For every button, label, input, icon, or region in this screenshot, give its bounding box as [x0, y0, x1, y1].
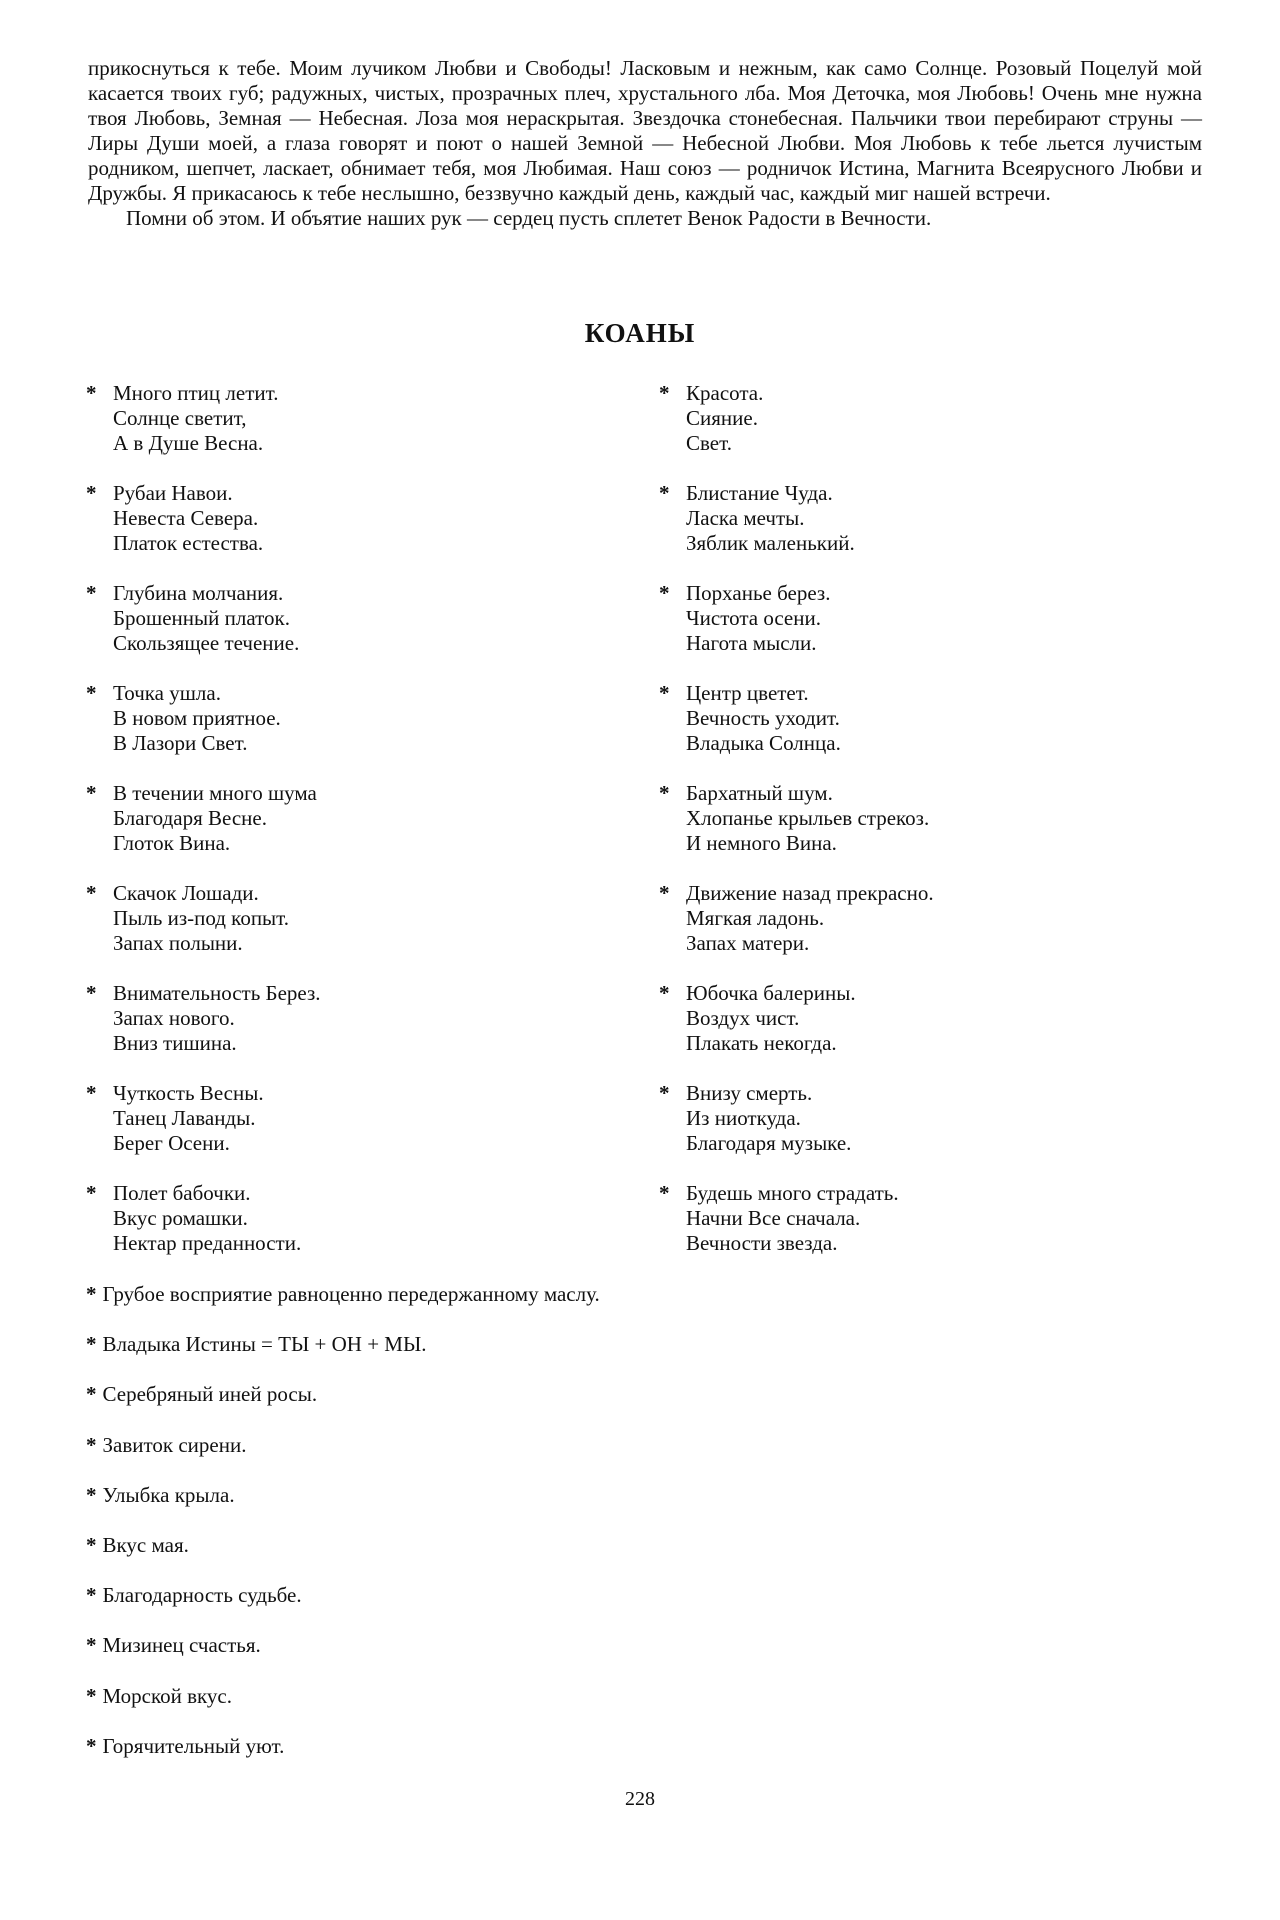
single-koan: [86, 1633, 1186, 1683]
bullet-asterisk: *: [86, 881, 97, 905]
koan-line: Чистота осени.: [686, 606, 821, 630]
single-koan-text: Вкус мая.: [102, 1532, 189, 1557]
single-koan: [86, 1734, 1186, 1784]
bullet-asterisk: *: [659, 1081, 670, 1105]
koan-entry: [659, 681, 1219, 781]
single-koan-text: Серебряный иней росы.: [102, 1382, 318, 1407]
single-koan-text: Улыбка крыла.: [102, 1482, 235, 1507]
koan-entry: [659, 981, 1219, 1081]
bullet-asterisk: *: [86, 781, 97, 805]
bullet-asterisk: *: [86, 1282, 97, 1306]
koan-line: Много птиц летит.: [113, 381, 279, 405]
bullet-asterisk: *: [86, 1633, 97, 1658]
bullet-asterisk: *: [659, 481, 670, 505]
bullet-asterisk: *: [86, 581, 97, 605]
bullet-asterisk: *: [659, 881, 670, 905]
koan-entry: [86, 1081, 646, 1181]
bullet-asterisk: *: [86, 1382, 97, 1407]
section-heading: КОАНЫ: [584, 318, 696, 348]
page-number: 228: [625, 1788, 655, 1810]
koan-line: Начни Все сначала.: [686, 1206, 861, 1230]
koan-line: В новом приятное.: [113, 706, 281, 730]
koan-entry: [659, 1081, 1219, 1181]
koan-line: Владыка Солнца.: [686, 731, 841, 755]
single-koan-text: Горячительный уют.: [102, 1733, 285, 1758]
koan-line: Вниз тишина.: [113, 1031, 237, 1055]
single-koan-text: Мизинец счастья.: [102, 1633, 261, 1658]
koan-entry: [86, 381, 646, 481]
single-koan-text: Благодарность судьбе.: [102, 1583, 302, 1608]
single-koan: [86, 1483, 1186, 1533]
bullet-asterisk: *: [86, 1733, 97, 1758]
koan-column-right: [659, 381, 1219, 1281]
bullet-asterisk: *: [659, 581, 670, 605]
koan-line: Танец Лаванды.: [113, 1106, 256, 1130]
koan-line: Зяблик маленький.: [686, 531, 855, 555]
koan-line: Платок естества.: [113, 531, 264, 555]
koan-column-left: [86, 381, 646, 1281]
koan-line: Центр цветет.: [686, 681, 809, 705]
koan-line: Чуткость Весны.: [113, 1081, 264, 1105]
bullet-asterisk: *: [86, 481, 97, 505]
koan-line: Скачок Лошади.: [113, 881, 259, 905]
koan-line: Запах полыни.: [113, 931, 243, 955]
koan-line: Воздух чист.: [686, 1006, 800, 1030]
bullet-asterisk: *: [659, 1181, 670, 1205]
koan-entry: [659, 1181, 1219, 1281]
koan-line: Благодаря музыке.: [686, 1131, 852, 1155]
single-koan: [86, 1282, 1186, 1332]
koan-line: Брошенный платок.: [113, 606, 290, 630]
single-koan: [86, 1583, 1186, 1633]
koan-line: Вечности звезда.: [686, 1231, 838, 1255]
bullet-asterisk: *: [86, 381, 97, 405]
koan-line: Нектар преданности.: [113, 1231, 302, 1255]
koan-line: Внизу смерть.: [686, 1081, 813, 1105]
bullet-asterisk: *: [86, 1432, 97, 1457]
single-koan-list: [86, 1282, 1186, 1784]
bullet-asterisk: *: [86, 1081, 97, 1105]
prose-paragraph: прикоснуться к тебе. Моим лучиком Любви и Свободы! Ласковым и нежным, как само Солнце. Розовый Поцелуй мой касается твоих губ; радужных, чистых, прозрачных плеч, хрустального лба. Моя Деточка, моя Любовь! Очень мне нужна твоя Любовь, Земная — Небесная. Лоза моя нераскрытая. Звездочка стонебесная. Пальчики твои перебирают струны — Лиры Души моей, а глаза говорят и поют о нашей Земной — Небесной Любви. Моя Любовь к тебе льется лучистым родником, шепчет, ласкает, обнимает тебя, моя Любимая. Наш союз — родничок Истина, Магнита Всеярусного Любви и Дружбы. Я прикасаюсь к тебе неслышно, беззвучно каждый день, каждый час, каждый миг нашей встречи.: [88, 56, 1202, 205]
koan-line: Сияние.: [686, 406, 758, 430]
single-koan: [86, 1684, 1186, 1734]
koan-line: А в Душе Весна.: [113, 431, 264, 455]
bullet-asterisk: *: [86, 1332, 97, 1357]
koan-line: Солнце светит,: [113, 406, 247, 430]
prose-paragraph: Помни об этом. И объятие наших рук — сердец пусть сплетет Венок Радости в Вечности.: [126, 206, 932, 230]
single-koan-text: Завиток сирени.: [102, 1432, 247, 1457]
bullet-asterisk: *: [86, 981, 97, 1005]
koan-entry: [86, 581, 646, 681]
koan-line: Движение назад прекрасно.: [686, 881, 934, 905]
bullet-asterisk: *: [659, 381, 670, 405]
koan-line: Берег Осени.: [113, 1131, 230, 1155]
koan-line: Хлопанье крыльев стрекоз.: [686, 806, 930, 830]
koan-line: Полет бабочки.: [113, 1181, 251, 1205]
koan-line: Точка ушла.: [113, 681, 221, 705]
single-koan: [86, 1533, 1186, 1583]
single-koan: [86, 1382, 1186, 1432]
koan-entry: [659, 781, 1219, 881]
single-koan: [86, 1332, 1186, 1382]
koan-line: Юбочка балерины.: [686, 981, 856, 1005]
koan-line: Свет.: [686, 431, 732, 455]
koan-line: Вкус ромашки.: [113, 1206, 248, 1230]
bullet-asterisk: *: [659, 681, 670, 705]
koan-entry: [659, 881, 1219, 981]
koan-line: В Лазори Свет.: [113, 731, 248, 755]
koan-entry: [86, 481, 646, 581]
koan-line: Нагота мысли.: [686, 631, 817, 655]
koan-line: Вечность уходит.: [686, 706, 840, 730]
koan-line: Бархатный шум.: [686, 781, 833, 805]
koan-line: Блистание Чуда.: [686, 481, 833, 505]
single-koan-text: Грубое восприятие равноценно передержанному маслу.: [102, 1282, 600, 1306]
koan-line: И немного Вина.: [686, 831, 837, 855]
bullet-asterisk: *: [659, 981, 670, 1005]
single-koan: [86, 1433, 1186, 1483]
koan-line: Внимательность Берез.: [113, 981, 321, 1005]
koan-entry: [86, 881, 646, 981]
koan-entry: [659, 481, 1219, 581]
koan-line: В течении много шума: [113, 781, 317, 805]
koan-line: Невеста Севера.: [113, 506, 259, 530]
koan-line: Порханье берез.: [686, 581, 831, 605]
bullet-asterisk: *: [86, 1683, 97, 1708]
koan-line: Плакать некогда.: [686, 1031, 837, 1055]
bullet-asterisk: *: [86, 1583, 97, 1608]
koan-line: Благодаря Весне.: [113, 806, 267, 830]
single-koan-text: Морской вкус.: [102, 1683, 232, 1708]
koan-line: Красота.: [686, 381, 764, 405]
bullet-asterisk: *: [86, 681, 97, 705]
prose-block: [88, 56, 1202, 231]
koan-entry: [659, 581, 1219, 681]
koan-entry: [659, 381, 1219, 481]
single-koan-text: Владыка Истины = ТЫ + ОН + МЫ.: [102, 1332, 427, 1357]
koan-line: Пыль из-под копыт.: [113, 906, 290, 930]
koan-line: Скользящее течение.: [113, 631, 300, 655]
koan-entry: [86, 1181, 646, 1281]
koan-line: Глоток Вина.: [113, 831, 231, 855]
koan-line: Мягкая ладонь.: [686, 906, 825, 930]
koan-entry: [86, 781, 646, 881]
koan-line: Глубина молчания.: [113, 581, 284, 605]
koan-line: Запах нового.: [113, 1006, 235, 1030]
koan-line: Рубаи Навои.: [113, 481, 233, 505]
koan-line: Из ниоткуда.: [686, 1106, 801, 1130]
koan-line: Будешь много страдать.: [686, 1181, 899, 1205]
bullet-asterisk: *: [86, 1532, 97, 1557]
bullet-asterisk: *: [86, 1482, 97, 1507]
koan-entry: [86, 681, 646, 781]
koan-line: Запах матери.: [686, 931, 810, 955]
koan-line: Ласка мечты.: [686, 506, 805, 530]
koan-entry: [86, 981, 646, 1081]
bullet-asterisk: *: [86, 1181, 97, 1205]
bullet-asterisk: *: [659, 781, 670, 805]
